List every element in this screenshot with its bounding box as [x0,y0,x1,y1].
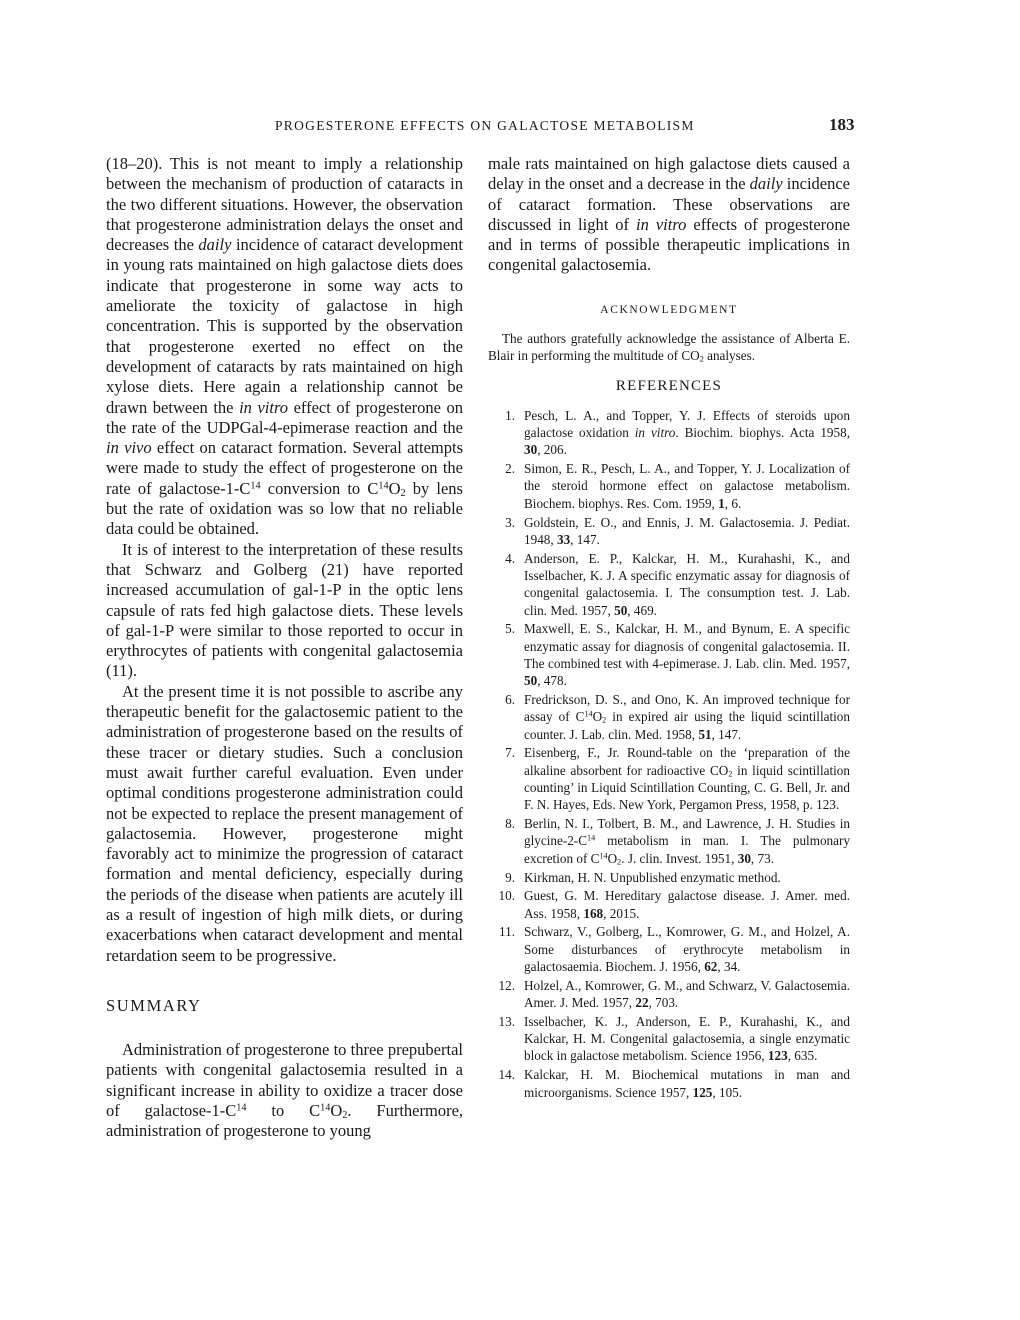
subscript: 2 [400,487,406,499]
reference-item [488,869,850,886]
reference-number: 1. [505,407,515,423]
italic-run: in vivo [106,438,152,458]
text-run: conversion to C [260,478,379,498]
reference-pages: , 478. [537,673,567,689]
reference-italic: in vitro [634,425,676,441]
text-run: O [388,478,401,498]
reference-pages: , 2015. [603,905,640,921]
reference-text: in expired air using the liquid scintillation counter. J. Lab. clin. Med. 1958, [524,709,850,742]
reference-text: Kalckar, H. M. Biochemical mutations in man and microorganisms. Science 1957, [524,1067,850,1100]
summary-paragraph [106,1040,463,1141]
reference-number: 3. [505,514,515,530]
reference-text: metabolism in man. I. The pulmonary excretion of C [524,833,850,866]
left-column [106,154,463,1142]
reference-volume: 62 [704,958,718,974]
reference-text: Eisenberg, F., Jr. Round-table on the ‘preparation of the alkaline absorbent for radioactive CO [524,745,850,778]
superscript: 14 [236,1102,247,1114]
text-run: by lens but the rate of oxidation was so low that no reliable data could be obtained. [106,478,463,539]
text-run: analyses. [703,348,756,364]
superscript: 14 [320,1102,331,1114]
text-run: Administration of progesterone to three prepubertal patients with congenital galactosemia resulted in a significant increase in ability to oxidize a tracer dose of galactose-1-C [106,1040,463,1121]
superscript: 14 [250,480,261,492]
reference-pages: , 73. [750,850,774,866]
superscript: 14 [378,480,389,492]
reference-volume: 50 [614,602,628,618]
reference-number: 9. [505,869,515,885]
reference-text: O [592,709,603,725]
reference-item [488,550,850,619]
reference-volume: 51 [698,726,712,742]
italic-run: daily [198,235,232,255]
reference-text: . Biochim. biophys. Acta 1958, [675,425,850,441]
italic-run: in vitro [239,397,289,417]
reference-number: 6. [505,692,515,708]
reference-text: Simon, E. R., Pesch, L. A., and Topper, Y. J. Localization of the steroid hormone effect on galactose metabolism. Biochem. biophys. Res. Com. 1959, [524,461,850,511]
reference-item [488,815,850,867]
text-run: to C [246,1101,321,1121]
reference-pages: , 34. [717,958,741,974]
superscript: 14 [584,709,593,719]
reference-volume: 123 [767,1048,788,1064]
reference-number: 10. [498,888,515,904]
right-column [488,154,850,1102]
reference-pages: , 635. [787,1048,818,1064]
reference-volume: 30 [737,850,751,866]
superscript: 14 [599,851,608,861]
superscript: 14 [587,833,596,843]
reference-text: Fredrickson, D. S., and Ono, K. An improved technique for assay of C [524,692,850,725]
body-paragraph-1 [106,154,463,540]
reference-pages: , 703. [648,995,679,1011]
reference-item [488,514,850,549]
reference-number: 12. [498,977,515,993]
reference-number: 8. [505,816,515,832]
reference-number: 5. [505,621,515,637]
reference-pages: , 469. [627,602,657,618]
reference-item [488,620,850,689]
references-heading: REFERENCES [615,377,723,394]
text-run: effect of progesterone on the rate of the UDPGal-4-epimerase reaction and the [106,397,463,437]
body-paragraph-2: It is of interest to the interpretation of these results that Schwarz and Golberg (21) have reported increased accumulation of gal-1-P in the optic lens capsule of rats fed high galactose diets. These levels of gal-1-P were similar to those reported to occur in erythrocytes of patients with congenital galactosemia (11). [106,539,463,681]
text-run: The authors gratefully acknowledge the assistance of Alberta E. Blair in performing the multitude of CO [488,330,850,364]
reference-volume: 30 [524,442,538,458]
reference-item [488,887,850,922]
running-title: PROGESTERONE EFFECTS ON GALACTOSE METABOLISM [275,118,695,133]
reference-text: Schwarz, V., Golberg, L., Komrower, G. M., and Holzel, A. Some disturbances of erythrocyte metabolism in galactosaemia. Biochem. J. 1956, [524,924,850,974]
reference-item [488,460,850,512]
text-run: incidence of cataract development in young rats maintained on high galactose diets does indicate that progesterone in some way acts to ameliorate the toxicity of galactose in high concentration. This is supported by the observation that progesterone exerted no effect on the development of cataracts by rats maintained on high xylose diets. Here again a relationship cannot be drawn between the [106,235,463,417]
subscript: 2 [342,1110,348,1122]
reference-number: 4. [505,550,515,566]
reference-text: Goldstein, E. O., and Ennis, J. M. Galactosemia. J. Pediat. 1948, [524,514,850,547]
subscript: 2 [728,769,733,779]
reference-number: 2. [505,461,515,477]
reference-pages: , 147. [711,726,742,742]
reference-item [488,1066,850,1101]
reference-item [488,923,850,975]
reference-text: Isselbacher, K. J., Anderson, E. P., Kurahashi, K., and Kalckar, H. M. Congenital galactosemia, a single enzymatic block in galactose metabolism. Science 1956, [524,1013,850,1064]
reference-pages: , 206. [537,442,567,458]
acknowledgment-text [488,330,850,365]
reference-text: Holzel, A., Komrower, G. M., and Schwarz, V. Galactosemia. Amer. J. Med. 1957, [524,977,850,1011]
reference-volume: 168 [583,905,604,921]
subscript: 2 [617,857,622,867]
reference-text: . J. clin. Invest. 1951, [621,850,738,866]
reference-volume: 22 [635,995,649,1011]
text-run: male rats maintained on high galactose diets caused a delay in the onset and a decrease in the [488,154,850,194]
reference-text: Maxwell, E. S., Kalckar, H. M., and Bynum, E. A specific enzymatic assay for diagnosis of congenital galactosemia. II. The combined test with 4-epimerase. J. Lab. clin. Med. 1957, [524,621,850,671]
reference-text: Kirkman, H. N. Unpublished enzymatic method. [524,869,781,885]
acknowledgment-heading: ACKNOWLEDGMENT [600,303,738,316]
text-run: . Furthermore, administration of progesterone to young [106,1101,464,1141]
reference-number: 7. [505,745,515,761]
italic-run: daily [749,174,783,194]
reference-text: Guest, G. M. Hereditary galactose disease. J. Amer. med. Ass. 1958, [524,888,850,921]
reference-volume: 50 [524,673,538,689]
text-run: effect on cataract formation. Several attempts were made to study the effect of progesterone on the rate of galactose-1-C [106,438,463,498]
body-paragraph-3: At the present time it is not possible to ascribe any therapeutic benefit for the galactosemic patient to the administration of progesterone based on the results of these tracer or dietary studies. Such a conclusion must await further careful evaluation. Even under optimal conditions progesterone administration could not be expected to replace the present management of galactosemia. However, progesterone might favorably act to minimize the progression of cataract formation and mental deficiency, especially during the periods of the disease when patients are acutely ill as a result of ingestion of high milk diets, or during exacerbations when cataract development and mental retardation seem to be progressive. [106,681,463,965]
text-run: (18–20). This is not meant to imply a relationship between the mechanism of production of cataracts in the two different situations. However, the observation that progesterone administration delays the onset and decreases the [106,154,463,255]
reference-item [488,744,850,813]
reference-text: Anderson, E. P., Kalckar, H. M., Kurahashi, K., and Isselbacher, K. J. A specific enzymatic assay for diagnosis of congenital galactosemia. I. The consumption test. J. Lab. clin. Med. 1957, [524,550,850,618]
reference-text: Berlin, N. I., Tolbert, B. M., and Lawrence, J. H. Studies in glycine-2-C [524,816,850,849]
reference-pages: , 6. [724,495,742,511]
reference-item [488,1013,850,1065]
reference-text: in liquid scintillation counting’ in Liquid Scintillation Counting, C. G. Bell, Jr. and F. N. Hayes, Eds. New York, Pergamon Press, 1958, p. 123. [524,762,850,813]
reference-item [488,691,850,743]
reference-text: Pesch, L. A., and Topper, Y. J. Effects of steroids upon galactose oxidation [524,407,850,441]
reference-item [488,977,850,1012]
reference-number: 11. [499,924,515,940]
reference-pages: , 147. [570,531,600,547]
text-run: O [330,1101,343,1121]
text-run: incidence of cataract formation. These observations are discussed in light of [488,174,850,234]
reference-item [488,407,850,459]
running-head [0,115,1020,140]
reference-volume: 1 [718,495,725,511]
reference-volume: 33 [556,531,571,547]
references-list [488,407,850,1101]
summary-continued [488,154,850,276]
reference-number: 14. [498,1067,515,1083]
summary-heading: SUMMARY [106,995,202,1015]
page-number: 183 [829,115,855,134]
subscript: 2 [699,354,704,364]
reference-pages: , 105. [712,1084,743,1100]
reference-text: O [607,850,618,866]
reference-volume: 125 [692,1084,713,1100]
italic-run: in vitro [636,214,687,234]
text-run: effects of progesterone and in terms of possible therapeutic implications in congenital galactosemia. [488,214,850,275]
reference-number: 13. [498,1013,515,1029]
subscript: 2 [602,715,607,725]
